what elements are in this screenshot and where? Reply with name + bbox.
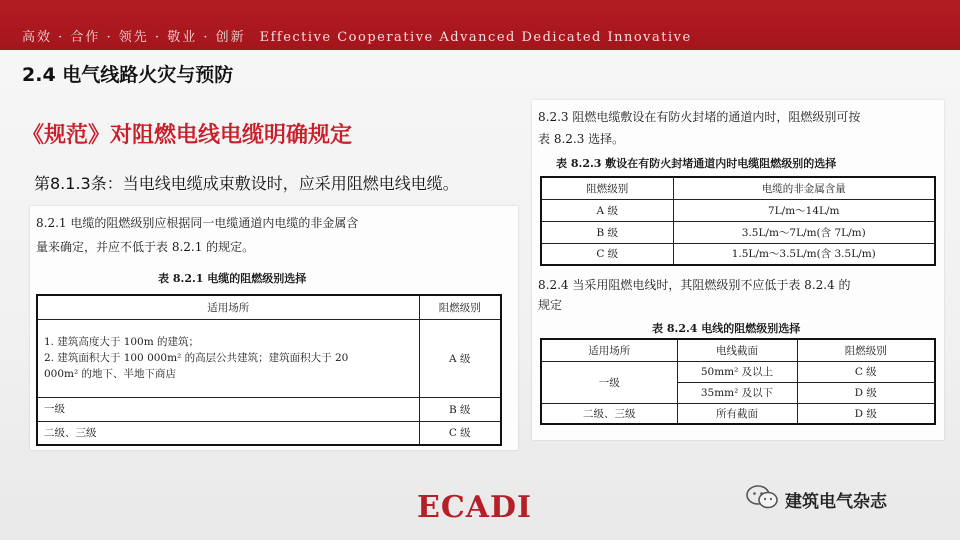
wechat-icon bbox=[745, 484, 779, 514]
level-cell: A 级 bbox=[419, 319, 501, 397]
venue-cell bbox=[37, 319, 419, 397]
para-8-2-1-line2: 量来确定，并应不低于表 8.2.1 的规定。 bbox=[36, 240, 255, 254]
section-cell: 所有截面 bbox=[677, 403, 797, 424]
table-header-row bbox=[541, 177, 935, 199]
venue-line: 2. 建筑面积大于 100 000m² 的高层公共建筑；建筑面积大于 20 bbox=[44, 351, 349, 364]
header-venue: 适用场所 bbox=[37, 295, 419, 319]
slogan-chinese: 高效 · 合作 · 领先 · 敬业 · 创新 bbox=[22, 30, 246, 45]
content-cell: 7L/m～14L/m bbox=[673, 199, 935, 221]
venue-line: 000m² 的地下、半地下商店 bbox=[44, 368, 177, 381]
table-header-row bbox=[541, 339, 935, 361]
wechat-watermark bbox=[745, 484, 887, 514]
left-document-scan bbox=[30, 206, 518, 450]
level-cell: C 级 bbox=[419, 421, 501, 445]
level-cell: D 级 bbox=[797, 382, 935, 403]
table-row bbox=[37, 397, 501, 421]
table-header-row bbox=[37, 295, 501, 319]
table-row bbox=[541, 243, 935, 265]
level-cell: C 级 bbox=[797, 361, 935, 382]
venue-cell: 二级、三级 bbox=[37, 421, 419, 445]
table-row bbox=[541, 361, 935, 382]
table-row bbox=[541, 403, 935, 424]
para-8-2-3-line1: 8.2.3 阻燃电缆敷设在有防火封堵的通道内时，阻燃级别可按 bbox=[538, 110, 861, 124]
para-8-2-1-line1: 8.2.1 电缆的阻燃级别应根据同一电缆通道内电缆的非金属含 bbox=[36, 216, 359, 230]
table-8-2-1 bbox=[36, 294, 502, 446]
table-row bbox=[37, 319, 501, 397]
content-cell: 3.5L/m～7L/m(含 7L/m) bbox=[673, 221, 935, 243]
section-cell: 50mm² 及以上 bbox=[677, 361, 797, 382]
header-bar bbox=[0, 0, 960, 50]
section-title: 《规范》对阻燃电线电缆明确规定 bbox=[22, 123, 353, 148]
ecadi-logo: ECADI bbox=[417, 490, 533, 525]
level-cell: A 级 bbox=[541, 199, 673, 221]
right-document-scan bbox=[532, 100, 944, 440]
level-cell: B 级 bbox=[419, 397, 501, 421]
para-8-2-3-line2: 表 8.2.3 选择。 bbox=[538, 132, 625, 146]
para-8-2-4-line2: 规定 bbox=[538, 298, 563, 312]
venue-line: 1. 建筑高度大于 100m 的建筑； bbox=[44, 335, 200, 348]
page-title: 2.4 电气线路火灾与预防 bbox=[22, 64, 234, 86]
level-cell: D 级 bbox=[797, 403, 935, 424]
content-cell: 1.5L/m～3.5L/m(含 3.5L/m) bbox=[673, 243, 935, 265]
header-level: 阻燃级别 bbox=[541, 177, 673, 199]
table-row bbox=[541, 199, 935, 221]
table-8-2-3 bbox=[540, 176, 936, 266]
venue-cell: 二级、三级 bbox=[541, 403, 677, 424]
table-row bbox=[541, 221, 935, 243]
header-slogan bbox=[22, 26, 692, 45]
level-cell: C 级 bbox=[541, 243, 673, 265]
slogan-english: Effective Cooperative Advanced Dedicated Innovative bbox=[259, 30, 692, 45]
header-level: 阻燃级别 bbox=[797, 339, 935, 361]
para-8-2-4-line1: 8.2.4 当采用阻燃电线时，其阻燃级别不应低于表 8.2.4 的 bbox=[538, 278, 851, 292]
section-cell: 35mm² 及以下 bbox=[677, 382, 797, 403]
header-level: 阻燃级别 bbox=[419, 295, 501, 319]
table-8-2-4 bbox=[540, 338, 936, 425]
table-8-2-4-caption: 表 8.2.4 电线的阻燃级别选择 bbox=[652, 322, 801, 335]
level-cell: B 级 bbox=[541, 221, 673, 243]
table-8-2-3-caption: 表 8.2.3 敷设在有防火封堵通道内时电缆阻燃级别的选择 bbox=[556, 157, 837, 170]
venue-cell: 一级 bbox=[541, 361, 677, 403]
header-content: 电缆的非金属含量 bbox=[673, 177, 935, 199]
table-row bbox=[37, 421, 501, 445]
wechat-account-name: 建筑电气杂志 bbox=[785, 491, 887, 512]
clause-text: 第8.1.3条：当电线电缆成束敷设时，应采用阻燃电线电缆。 bbox=[34, 174, 459, 193]
header-section: 电线截面 bbox=[677, 339, 797, 361]
venue-cell: 一级 bbox=[37, 397, 419, 421]
table-8-2-1-caption: 表 8.2.1 电缆的阻燃级别选择 bbox=[158, 272, 307, 285]
header-venue: 适用场所 bbox=[541, 339, 677, 361]
